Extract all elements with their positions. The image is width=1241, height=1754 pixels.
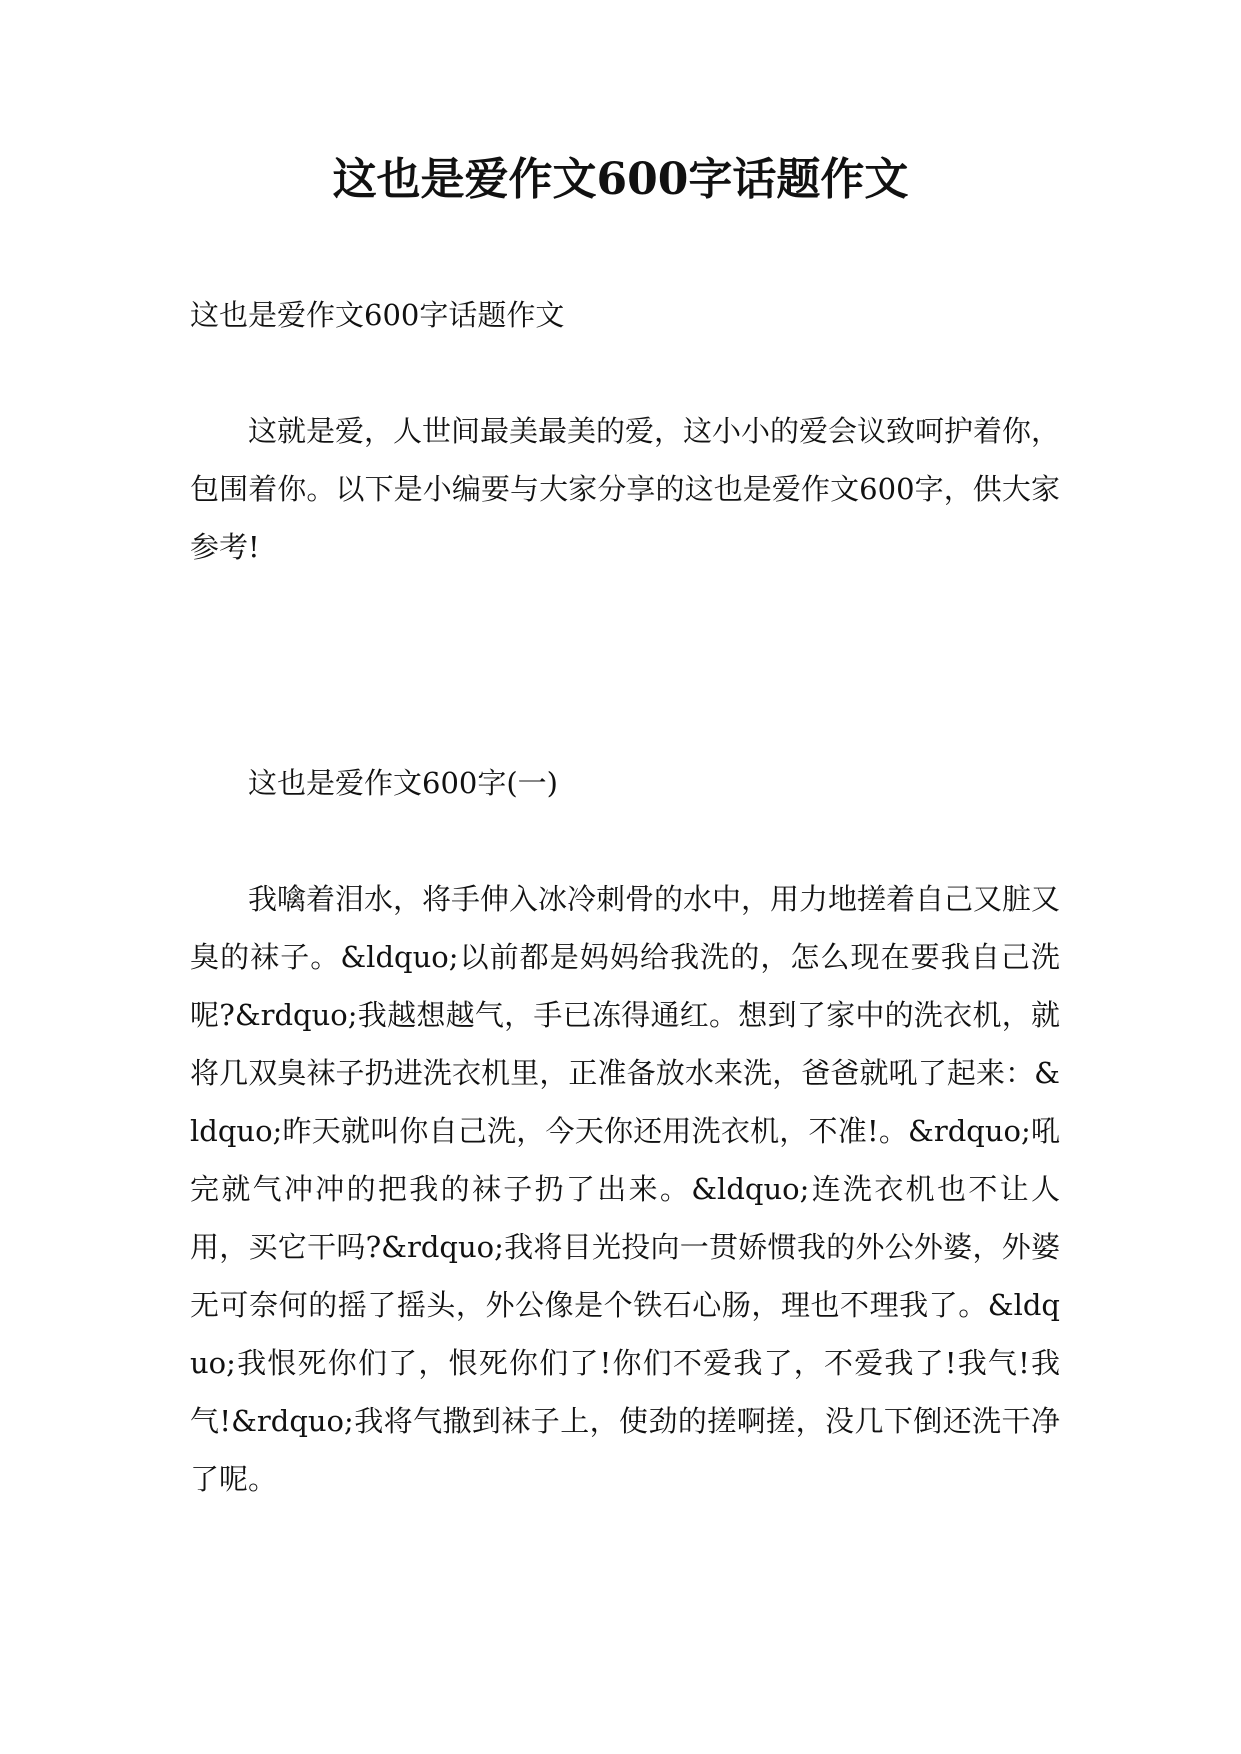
document-title: 这也是爱作文600字话题作文 xyxy=(332,154,909,205)
section-heading: 这也是爱作文600字(一) xyxy=(248,766,558,800)
intro-paragraph: 这就是爱，人世间最美最美的爱，这小小的爱会议致呵护着你，包围着你。以下是小编要与大家分享的这也是爱作文600字，供大家参考! xyxy=(190,414,1061,564)
document-subtitle: 这也是爱作文600字话题作文 xyxy=(190,298,565,332)
body-paragraph: 我噙着泪水，将手伸入冰冷刺骨的水中，用力地搓着自己又脏又臭的袜子。&ldquo;以前都是妈妈给我洗的，怎么现在要我自己洗呢?&rdquo;我越想越气，手已冻得通红。想到了家中的洗衣机，就将几双臭袜子扔进洗衣机里，正准备放水来洗，爸爸就吼了起来：&ldquo;昨天就叫你自己洗，今天你还用洗衣机，不准!。&rdquo;吼完就气冲冲的把我的袜子扔了出来。&ldquo;连洗衣机也不让人用，买它干吗?&rdquo;我将目光投向一贯娇惯我的外公外婆，外婆无可奈何的摇了摇头，外公像是个铁石心肠，理也不理我了。&ldquo;我恨死你们了，恨死你们了!你们不爱我了，不爱我了!我气!我气!&rdquo;我将气撒到袜子上，使劲的搓啊搓，没几下倒还洗干净了呢。 xyxy=(190,882,1061,1496)
